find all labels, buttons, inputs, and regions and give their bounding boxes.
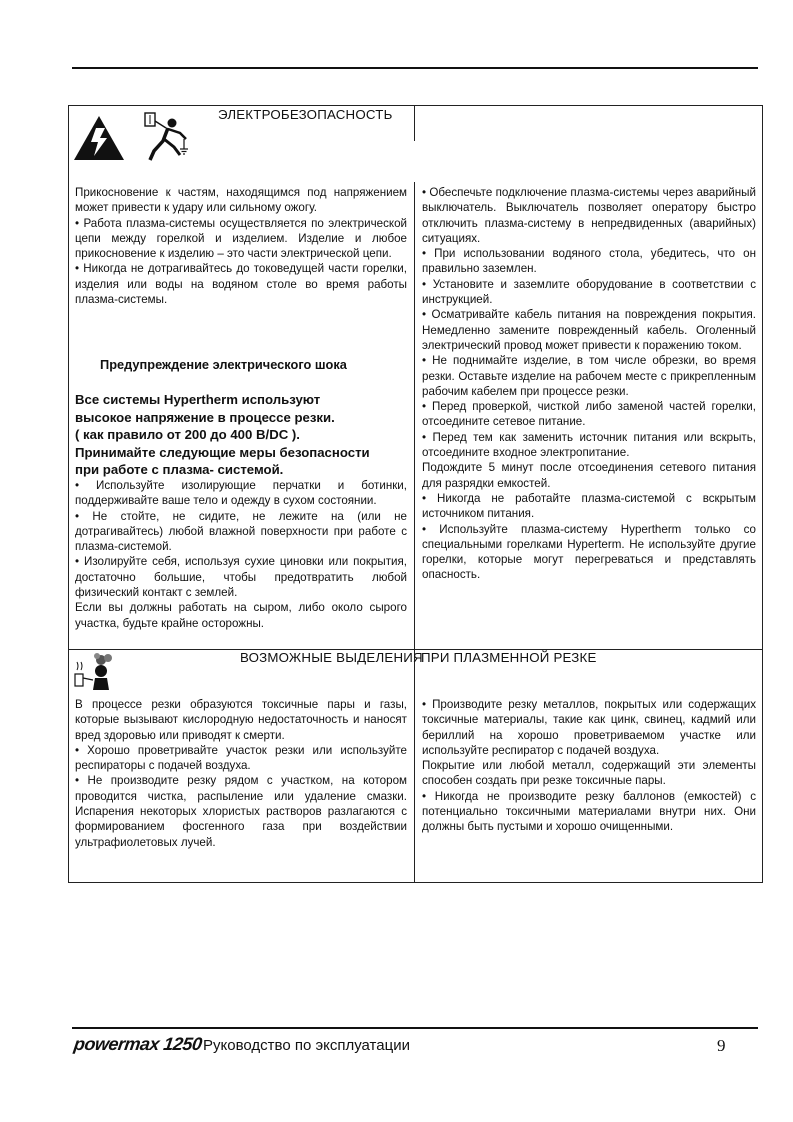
electrical-right-bullets (422, 185, 756, 583)
page-number: 9 (717, 1036, 726, 1055)
bullet-item: • Используйте изолирующие перчатки и ботинки, поддерживайте ваше тело и одежду в сухом состоянии. (75, 479, 407, 508)
bullet-item: • Не производите резку рядом с участком, на котором проводится чистка, распыление или удаление смазки. Испарения некоторых хлористых растворов разлагаются с формированием фосгенного газа при воздействии ультрафиолетовых лучей. (75, 774, 407, 849)
section-title-fumes-right: ПРИ ПЛАЗМЕННОЙ РЕЗКЕ (421, 650, 597, 665)
header-rule (72, 67, 758, 69)
bullet-item: • Никогда не производите резку баллонов (емкостей) с потенциально токсичными материалами внутри них. Они должны быть пустыми и хорошо очищенными. (422, 789, 756, 834)
bullet-item: • Никогда не дотрагивайтесь до токоведущей части горелки, изделия или воды на водяном столе во время работы плазма-системы. (75, 262, 407, 307)
bullet-item: • Обеспечьте подключение плазма-системы через аварийный выключатель. Выключатель позволяет оператору быстро отключить плазма-систему в непредвиденных (аварийных) ситуациях. (422, 186, 756, 245)
bold-line: высокое напряжение в процессе резки. (75, 409, 335, 425)
fumes-left-column (75, 697, 407, 850)
bullet-item: • Изолируйте себя, используя сухие циновки или покрытия, достаточно большие, чтобы предотвратить любой физический контакт с землей. (75, 555, 407, 600)
bold-line: при работе с плазма- системой. (75, 462, 284, 477)
brand-logo: powermax 1250 (72, 1034, 204, 1054)
electrical-left-bullets (75, 478, 407, 631)
bullet-item: • При использовании водяного стола, убедитесь, что он правильно заземлен. (422, 247, 756, 276)
column-divider-electrical (414, 182, 415, 649)
bullet-item: • Не стойте, не сидите, не лежите на (или не дотрагивайтесь) любой влажной поверхности при работе с плазма-системой. (75, 509, 407, 554)
paragraph: Если вы должны работать на сыром, либо около сырого участка, будьте крайне осторожны. (75, 601, 407, 630)
column-divider-fumes (414, 649, 415, 883)
section-title-electrical: ЭЛЕКТРОБЕЗОПАСНОСТЬ (218, 107, 393, 122)
bold-line: Принимайте следующие меры безопасности (75, 444, 370, 460)
paragraph: Подождите 5 минут после отсоединения сетевого питания для разрядки емкостей. (422, 461, 756, 490)
toxic-fumes-icon (71, 652, 123, 692)
footer-rule (72, 1027, 758, 1029)
bullet-item: • Производите резку металлов, покрытых или содержащих токсичные материалы, такие как цинк, свинец, кадмий или бериллий на хорошо проветриваемом участке или используйте респиратор с подачей воздуха. (422, 698, 756, 757)
electrical-intro (75, 185, 407, 307)
bullet-item: • Перед тем как заменить источник питания или вскрыть, отсоедините входное электропитание. (422, 430, 756, 460)
column-divider-top (414, 106, 415, 141)
footer-title: Руководство по эксплуатации (203, 1037, 410, 1054)
paragraph: В процессе резки образуются токсичные пары и газы, которые вызывают кислородную недостаточность и наносят вред здоровью или приводят к смерти. (75, 698, 407, 742)
bullet-item: • Хорошо проветривайте участок резки или используйте респираторы с подачей воздуха. (75, 743, 407, 773)
paragraph: Прикосновение к частям, находящимся под напряжением может привести к удару или сильному ожогу. (75, 186, 407, 215)
bullet-item: • Никогда не работайте плазма-системой с вскрытым источником питания. (422, 491, 756, 521)
fumes-right-column (422, 697, 756, 835)
paragraph: Покрытие или любой металл, содержащий эти элементы способен создать при резке токсичные пары. (422, 759, 756, 788)
bullet-item: • Перед проверкой, чисткой либо заменой частей горелки, отсоедините сетевое питание. (422, 400, 756, 429)
bullet-item: • Используйте плазма-систему Hypertherm только со специальными горелками Hyperterm. Не используйте другие горелки, которые могут перегреваться и представлять опасность. (422, 522, 756, 582)
bold-line: ( как правило от 200 до 400 В/DC ). (75, 427, 300, 442)
bullet-item: • Не поднимайте изделие, в том числе обрезки, во время резки. Оставьте изделие на рабочем месте с прикрепленным рабочим кабелем при процессе резки. (422, 354, 756, 398)
hypertherm-voltage-notice (75, 391, 410, 479)
electric-shock-warning-icon (72, 114, 126, 162)
shock-warning-heading: Предупреждение электрического шока (100, 357, 347, 372)
bullet-item: • Осматривайте кабель питания на повреждения покрытия. Немедленно замените поврежденный кабель. Оголенный электрический провод может привести к поражению током. (422, 308, 756, 352)
bullet-item: • Установите и заземлите оборудование в соответствии с инструкцией. (422, 277, 756, 307)
bullet-item: • Работа плазма-системы осуществляется по электрической цепи между горелкой и изделием. Изделие и любое прикосновение к изделию – это части электрической цепи. (75, 216, 407, 261)
electrocuted-person-icon (136, 111, 194, 163)
bold-line: Все системы Hypertherm используют (75, 392, 321, 407)
section-title-fumes-left: ВОЗМОЖНЫЕ ВЫДЕЛЕНИЯ (240, 650, 423, 665)
